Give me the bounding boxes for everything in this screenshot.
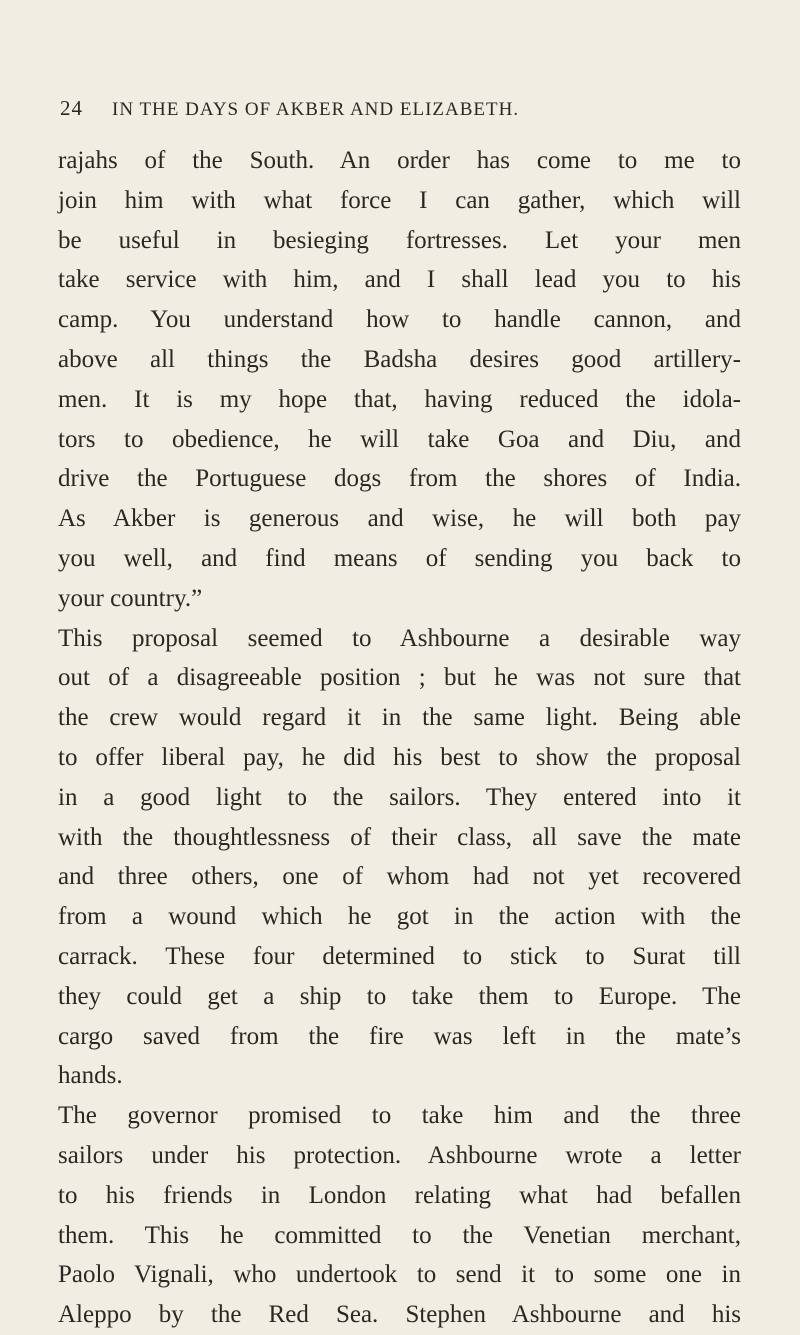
paragraph-2 — [58, 619, 741, 1097]
text-line: take service with him, and I shall lead you to his — [58, 266, 741, 294]
text-line: from a wound which he got in the action with the — [58, 903, 741, 931]
text-line: them. This he committed to the Venetian merchant, — [58, 1221, 741, 1249]
text-line: As Akber is generous and wise, he will both pay — [58, 505, 741, 533]
text-line: rajahs of the South. An order has come to me to — [58, 147, 741, 174]
text-line: be useful in besieging fortresses. Let your men — [58, 226, 741, 254]
text-line: they could get a ship to take them to Europe. The — [58, 982, 741, 1010]
text-line: you well, and find means of sending you back to — [58, 544, 741, 572]
text-line: to his friends in London relating what had befallen — [58, 1181, 741, 1209]
text-line: Aleppo by the Red Sea. Stephen Ashbourne and his — [58, 1301, 741, 1329]
text-line: hands. — [58, 1062, 123, 1090]
text-line: men. It is my hope that, having reduced the idola- — [58, 385, 741, 413]
text-line: This proposal seemed to Ashbourne a desirable way — [58, 624, 741, 652]
text-line: sailors under his protection. Ashbourne wrote a letter — [58, 1141, 741, 1169]
text-line: and three others, one of whom had not yet recovered — [58, 863, 741, 891]
text-line: the crew would regard it in the same light. Being able — [58, 704, 741, 732]
text-line: to offer liberal pay, he did his best to show the proposal — [58, 743, 741, 771]
running-title: IN THE DAYS OF AKBER AND ELIZABETH. — [112, 99, 520, 120]
text-line: out of a disagreeable position ; but he was not sure that — [58, 664, 741, 692]
text-line: in a good light to the sailors. They entered into it — [58, 783, 741, 811]
text-line: with the thoughtlessness of their class, all save the mate — [58, 823, 741, 851]
body-text — [58, 141, 741, 1335]
text-line: tors to obedience, he will take Goa and Diu, and — [58, 425, 741, 453]
page-number: 24 — [60, 96, 83, 120]
text-line: carrack. These four determined to stick to Surat till — [58, 942, 741, 970]
text-line: drive the Portuguese dogs from the shores of India. — [58, 465, 741, 493]
text-line: your country.” — [58, 584, 203, 612]
text-line: join him with what force I can gather, which will — [58, 186, 741, 214]
text-line: cargo saved from the fire was left in the mate’s — [58, 1022, 741, 1050]
paragraph-3 — [58, 1096, 741, 1335]
text-line: camp. You understand how to handle cannon, and — [58, 306, 741, 334]
text-line: The governor promised to take him and the three — [58, 1102, 741, 1130]
text-line: Paolo Vignali, who undertook to send it to some one in — [58, 1261, 741, 1289]
paragraph-1 — [58, 141, 741, 619]
running-head — [60, 96, 750, 122]
text-line: above all things the Badsha desires good artillery- — [58, 345, 741, 373]
